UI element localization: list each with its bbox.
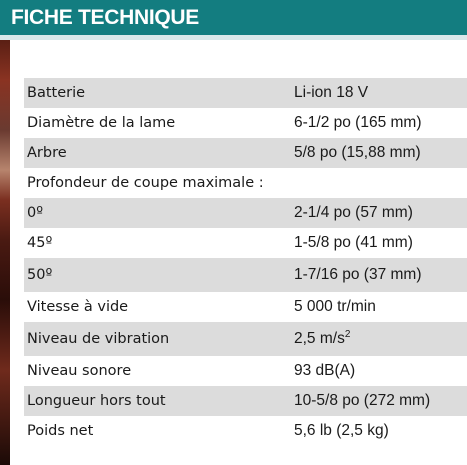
header-bar: [0, 0, 467, 35]
page-title: FICHE TECHNIQUE: [11, 6, 200, 29]
spec-row-arbre: [24, 138, 467, 168]
spec-row-niveau-sonore: [24, 356, 467, 386]
spec-label: Niveau de vibration: [27, 331, 170, 347]
spec-value-superscript: 2: [344, 329, 351, 340]
spec-value: 5,6 lb (2,5 kg): [294, 422, 389, 439]
product-image-edge: [0, 40, 10, 465]
spec-row-angle-0: [24, 198, 467, 228]
spec-label: Diamètre de la lame: [27, 115, 176, 131]
spec-row-angle-50: [24, 258, 467, 292]
spec-row-batterie: [24, 78, 467, 108]
spec-label: Longueur hors tout: [27, 393, 166, 409]
spec-value: 1-7/16 po (37 mm): [294, 266, 422, 283]
spec-value: 93 dB(A): [294, 362, 356, 379]
spec-row-profondeur-coupe: [24, 168, 467, 198]
spec-row-poids: [24, 416, 467, 446]
spec-row-longueur: [24, 386, 467, 416]
spec-value: 1-5/8 po (41 mm): [294, 234, 413, 251]
spec-label: Arbre: [27, 145, 67, 161]
spec-label: Profondeur de coupe maximale :: [27, 175, 264, 191]
spec-table: [24, 78, 467, 446]
spec-row-diametre-lame: [24, 108, 467, 138]
spec-label: Vitesse à vide: [27, 299, 129, 315]
spec-value: 5/8 po (15,88 mm): [294, 144, 421, 161]
spec-label: Niveau sonore: [27, 363, 132, 379]
spec-label: 0º: [27, 205, 44, 221]
spec-value: 2-1/4 po (57 mm): [294, 204, 413, 221]
spec-value: 6-1/2 po (165 mm): [294, 114, 422, 131]
spec-value: 5 000 tr/min: [294, 298, 376, 315]
spec-value: 10-5/8 po (272 mm): [294, 392, 431, 409]
header-divider: [0, 35, 467, 40]
spec-label: Poids net: [27, 423, 94, 439]
spec-label: 50º: [27, 267, 53, 283]
spec-value: [294, 322, 467, 356]
spec-row-vibration: [24, 322, 467, 356]
spec-value-text: 2,5 m/s: [294, 330, 345, 347]
spec-value: Li-ion 18 V: [294, 84, 369, 101]
spec-label: Batterie: [27, 85, 86, 101]
spec-row-angle-45: [24, 228, 467, 258]
spec-value: [294, 168, 467, 198]
spec-label: 45º: [27, 235, 53, 251]
spec-row-vitesse: [24, 292, 467, 322]
